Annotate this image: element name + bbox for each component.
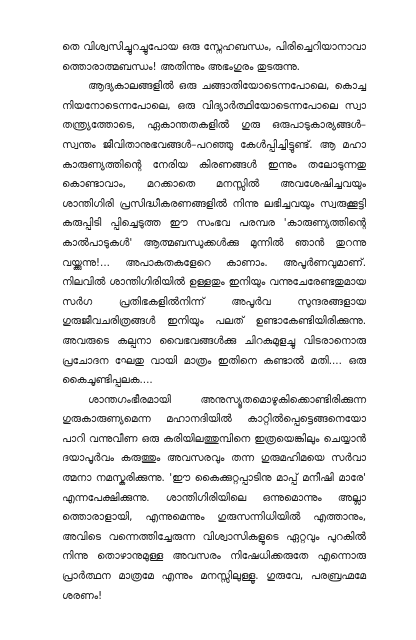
document-page <box>62 38 366 606</box>
paragraph-1: തെ വിശ്വസിച്ചുറച്ചുപോയ ഒരു സ്നേഹബന്ധം, പിരിച്ചെറിയാനാവാ ത്തൊരാത്മബന്ധം! അതിന്നും അഭംഗുരം തുടരുന്നു. <box>62 41 366 73</box>
paragraph-2: ആദ്യകാലങ്ങളിൽ ഒരു ചങ്ങാതിയോടെന്നപോലെ, കൊച്ച നിയനോടെന്നപോലെ, ഒരു വിദ്യാർത്ഥിയോടെന്നപോലെ സ്വാ തന്ത്ര്യത്തോടെ, ഏകാന്തതകളിൽ ഗുരു ഒരുപാടുകാര്യങ്ങൾ– സ്വന്തം ജീവിതാനുഭവങ്ങൾ–പറഞ്ഞു കേൾപ്പിച്ചിട്ടുണ്ട്. ആ മഹാ കാരുണ്യത്തിന്റെ നേരിയ കിരണങ്ങൾ ഇന്നും തലോടുന്നതു കൊണ്ടാവാം, മറക്കാതെ മനസ്സിൽ അവശേഷിച്ചവയും ശാന്തിഗിരി പ്രസിദ്ധീകരണങ്ങളിൽ നിന്നു ലഭിച്ചവയും സ്വരുക്കൂട്ടി കരുപ്പിടി പ്പിച്ചെടുത്ത ഈ സംഭവ പരമ്പര 'കാരുണ്യത്തിന്റെ കാൽപാടുകൾ' ആത്മബന്ധുക്കൾക്കു മുന്നിൽ ഞാൻ തുറന്നു വയ്ക്കുന്നു!... അപാകതകളേറെ കാണാം. അപൂർണവുമാണ്. നിലവിൽ ശാന്തിഗിരിയിൽ ഉള്ളതും ഇനിയും വന്നുചേരേണ്ടതുമായ സർഗ പ്രതിഭകളിൽനിന്ന് അപൂർവ സുന്ദരങ്ങളായ ഗുരുജീവചരിത്രങ്ങൾ ഇനിയും പലത് ഉണ്ടാകേണ്ടിയിരിക്കുന്നു. അവരുടെ കല്പനാ വൈഭവങ്ങൾക്കു ചിറകുമുളച്ചു വിടരാനൊരു പ്രചോദന ഘേതു വായി മാത്രം ഇതിനെ കണ്ടാൽ മതി.... ഒരു കൈചൂണ്ടിപ്പലക.... <box>62 80 366 387</box>
paragraph-3: ശാന്തഗംഭീരമായി അനുസ്യൂതമൊഴുകിക്കൊണ്ടിരിക്കുന്ന ഗുരുകാരുണ്യമെന്ന മഹാനദിയിൽ കാറ്റിൽപ്പെട്ടെങ്ങനെയോ പാറി വന്നുവീണ ഒരു കരിയിലത്തുമ്പിനെ ഇത്രയെങ്കിലും ചെയ്യാൻ ദയാപൂർവം കരുത്തും അവസരവും തന്ന ഗുരുമഹിമയെ സർവാ ത്മനാ നമസ്കരിക്കുന്നു. 'ഈ കൈക്കുറ്റപ്പാടിനു മാപ്പ് മനീഷി മാരേ' എന്നപേക്ഷിക്കുന്നു. ശാന്തിഗിരിയിലെ ഒന്നുമൊന്നും അല്ലാ ത്തൊരാളായി, എന്നുമെന്നും ഗുരുസന്നിധിയിൽ എത്താനും, അവിടെ വന്നെത്തിച്ചേരുന്ന വിശ്വാസികളുടെ ഏറ്റവും പുറകിൽ നിന്നു തൊഴാനുമുള്ള അവസരം നിഷേധിക്കരുതേ എന്നൊരു പ്രാർത്ഥന മാത്രമേ എന്നും മനസ്സിലുള്ളൂ. ഗുരുവേ, പരബ്രഹ്മമേ ശരണം! <box>62 393 366 602</box>
